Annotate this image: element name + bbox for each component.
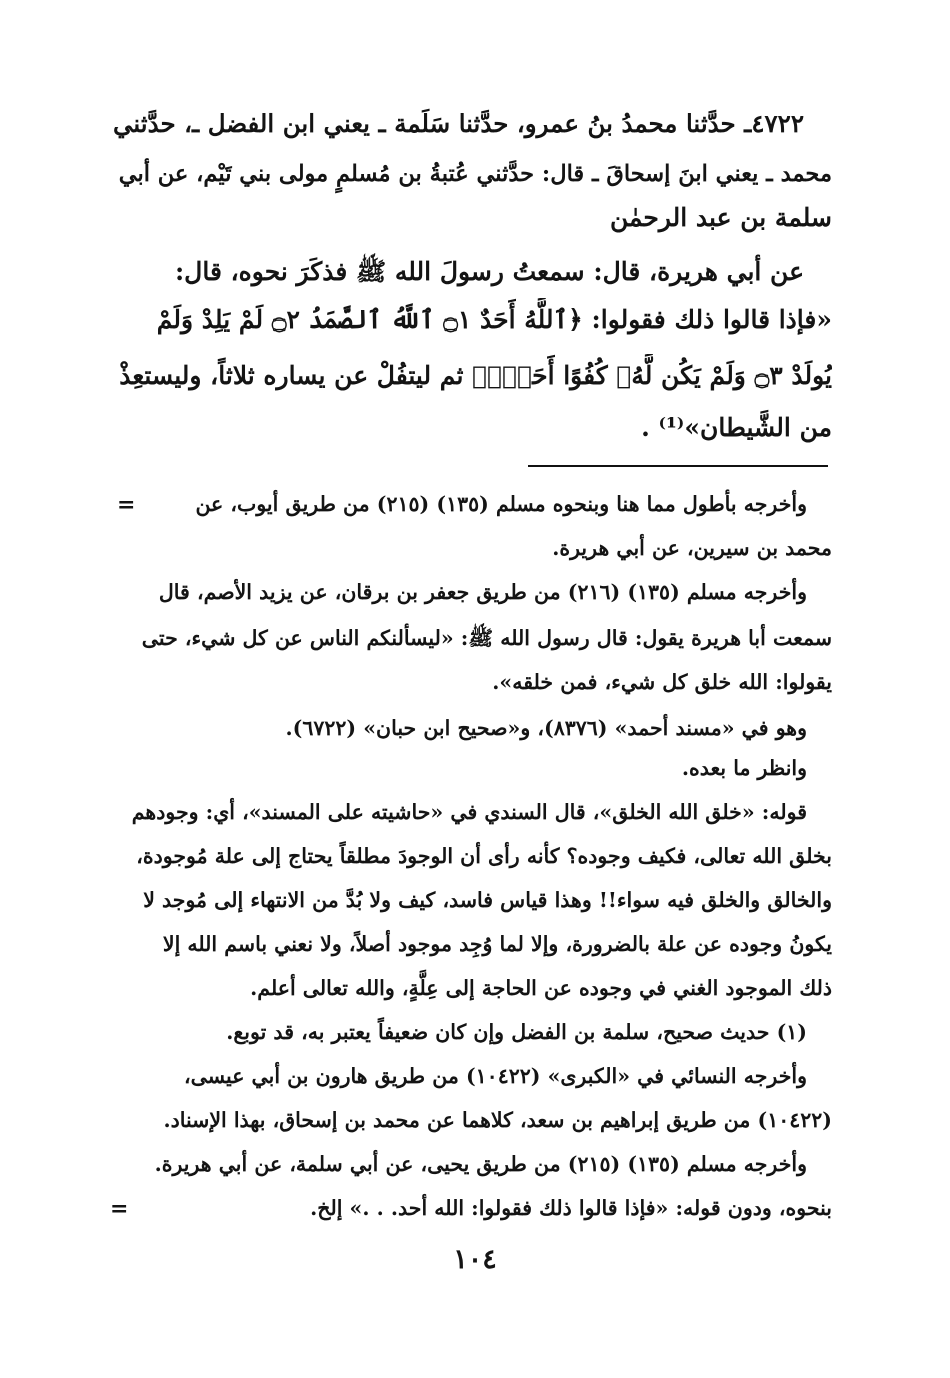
footnote-line: وأخرجه بأطول مما هنا وبنحوه مسلم (١٣٥) (٢١٥) من طريق أيوب، عن <box>195 492 807 516</box>
footnote-line: (١٠٤٢٢) من طريق إبراهيم بن سعد، كلاهما عن محمد بن إسحاق، بهذا الإسناد. <box>163 1108 832 1132</box>
footnote-line: يقولوا: الله خلق كل شيء، فمن خلقه». <box>492 670 832 694</box>
hadith-matn-line: عن أبي هريرة، قال: سمعتُ رسولَ الله ﷺ فذكَرَ نحوه، قال: <box>174 257 804 286</box>
hadith-isnad-line: سلمة بن عبد الرحمٰن <box>609 203 832 232</box>
footnote-line: سمعت أبا هريرة يقول: قال رسول الله ﷺ: «ليسألنكم الناس عن كل شيء، حتى <box>141 626 832 650</box>
hadith-matn-line: «فإذا قالوا ذلك فقولوا: ﴿ٱللَّهُ أَحَدٌ ۝١ ٱللَّهُ ٱلصَّمَدُ ۝٢ لَمْ يَلِدْ وَلَمْ <box>156 305 832 334</box>
footnote-line: وأخرجه مسلم (١٣٥) (٢١٦) من طريق جعفر بن برقان، عن يزيد الأصم، قال <box>158 580 807 604</box>
hadith-matn-line: من الشَّيطان»⁽¹⁾ . <box>641 413 832 442</box>
hadith-matn-line: يُولَدْ ۝٣ وَلَمْ يَكُن لَّهُۥ كُفُوًا أَحَدٌۢ﴾ ثم ليتفُلْ عن يساره ثلاثاً، وليستعِذْ <box>119 361 832 390</box>
hadith-number-line: ٤٧٢٢ـ حدَّثنا محمدُ بنُ عمرو، حدَّثنا سَلَمة ـ يعني ابن الفضل ـ، حدَّثني <box>112 109 804 138</box>
footnote-line: وأخرجه النسائي في «الكبرى» (١٠٤٢٢) من طريق هارون بن أبي عيسى، <box>184 1064 807 1088</box>
page-number: ١٠٤ <box>453 1244 497 1275</box>
footnote-line: قوله: «خلق الله الخلق»، قال السندي في «حاشيته على المسند»، أي: وجودهم <box>131 800 807 824</box>
footnote-line: (١) حديث صحيح، سلمة بن الفضل وإن كان ضعيفاً يعتبر به، قد توبع. <box>226 1020 807 1044</box>
continuation-mark: = <box>110 1196 129 1222</box>
footnote-line: بخلق الله تعالى، فكيف وجوده؟ كأنه رأى أن الوجودَ مطلقاً يحتاج إلى علة مُوجودة، <box>136 844 832 868</box>
footnote-line: والخالق والخلق فيه سواء!! وهذا قياس فاسد، كيف ولا بُدَّ من الانتهاء إلى مُوجد لا <box>143 888 832 912</box>
footnote-line: وأخرجه مسلم (١٣٥) (٢١٥) من طريق يحيى، عن أبي سلمة، عن أبي هريرة. <box>154 1152 807 1176</box>
hadith-isnad-line: محمد ـ يعني ابنَ إسحاقَ ـ قال: حدَّثني عُتبةُ بن مُسلمٍ مولى بني تَيْم، عن أبي <box>118 161 832 187</box>
continuation-mark: = <box>117 492 136 518</box>
footnote-line: وانظر ما بعده. <box>681 756 807 780</box>
footnote-line: ذلك الموجود الغني في وجوده عن الحاجة إلى عِلَّةٍ، والله تعالى أعلم. <box>250 976 832 1000</box>
footnote-line: بنحوه، ودون قوله: «فإذا قالوا ذلك فقولوا: الله أحد. . .» إلخ. <box>310 1196 832 1220</box>
footnote-separator <box>528 465 828 467</box>
footnote-line: وهو في «مسند أحمد» (٨٣٧٦)، و«صحيح ابن حبان» (٦٧٢٢). <box>285 716 807 740</box>
footnote-line: محمد بن سيرين، عن أبي هريرة. <box>552 536 832 560</box>
footnote-line: يكونُ وجوده عن علة بالضرورة، وإلا لما وُجِد موجود أصلاً، ولا نعني باسم الله إلا <box>162 932 832 956</box>
